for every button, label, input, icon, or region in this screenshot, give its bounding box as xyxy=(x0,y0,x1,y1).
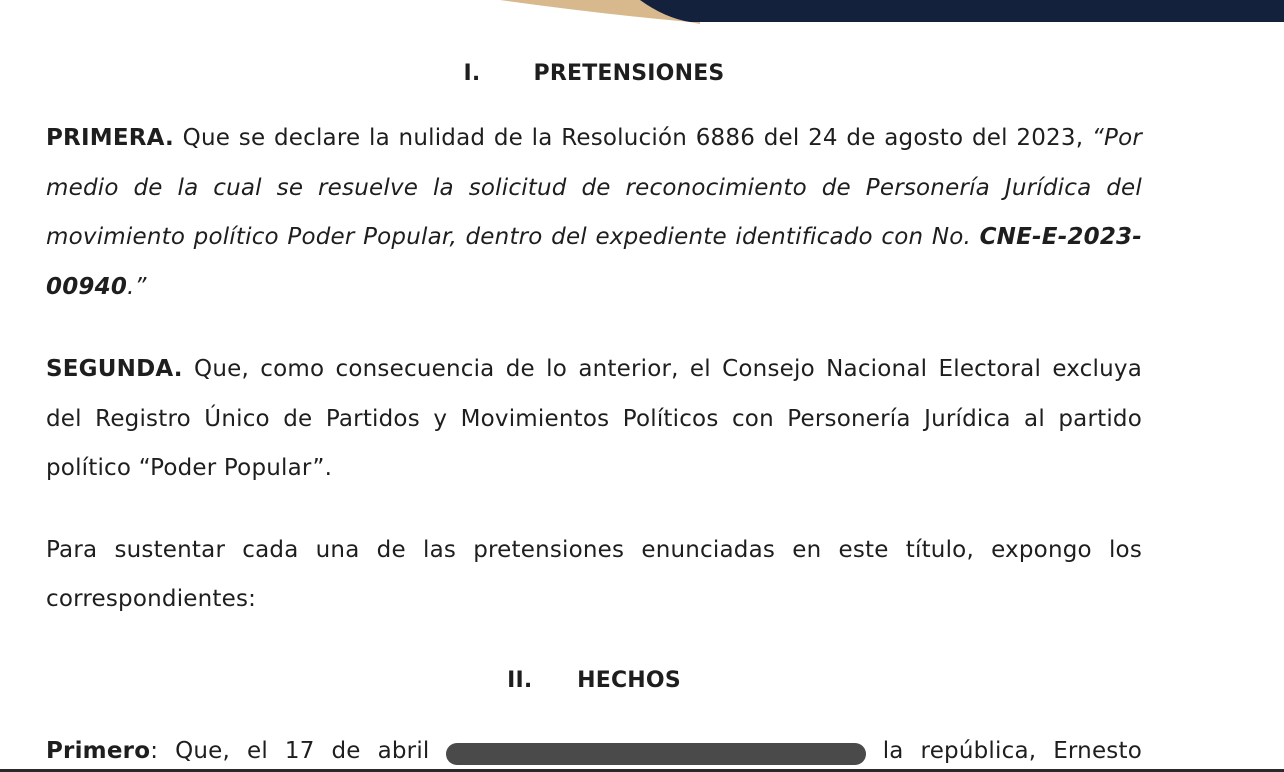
paragraph-primera xyxy=(46,114,1142,312)
section-title: PRETENSIONES xyxy=(533,61,725,86)
section-heading-hechos xyxy=(46,657,1142,705)
header-navy-band xyxy=(640,0,1284,22)
primera-quote: “Por medio de la cual se resuelve la solicitud de reconocimiento de Personería Jurídica del movimiento político Poder Popular, dentro del expediente identificado con No. xyxy=(46,125,1143,250)
paragraph-sustento: Para sustentar cada una de las pretensiones enunciadas en este título, expongo los correspondientes: xyxy=(46,536,1142,612)
quote-end: .” xyxy=(127,273,147,300)
header-decoration xyxy=(0,0,1284,24)
section-number: II. xyxy=(507,667,533,693)
document-body xyxy=(46,50,1142,772)
primera-text: Que se declare la nulidad de la Resolución 6886 del 24 de agosto del 2023, xyxy=(174,125,1084,151)
paragraph-segunda xyxy=(46,345,1142,494)
section-heading-pretensiones xyxy=(46,50,1142,98)
paragraph-primero xyxy=(46,727,1142,772)
section-title: HECHOS xyxy=(577,667,681,693)
expediente-number: CNE-E-2023-00940 xyxy=(46,224,1142,300)
segunda-text: Que, como consecuencia de lo anterior, el Consejo Nacional Electoral excluya del Registro Único de Partidos y Movimientos Políticos con Personería Jurídica al partido político “Poder Popular”. xyxy=(46,356,1142,481)
segunda-label: SEGUNDA. xyxy=(46,356,183,382)
redaction-mark xyxy=(446,743,865,765)
primero-text-before: : Que, el 17 de abril xyxy=(150,737,447,764)
section-number: I. xyxy=(463,61,481,86)
primero-text-after: la república, Ernesto xyxy=(865,737,1142,764)
primera-label: PRIMERA. xyxy=(46,125,174,151)
primero-label: Primero xyxy=(46,737,151,764)
